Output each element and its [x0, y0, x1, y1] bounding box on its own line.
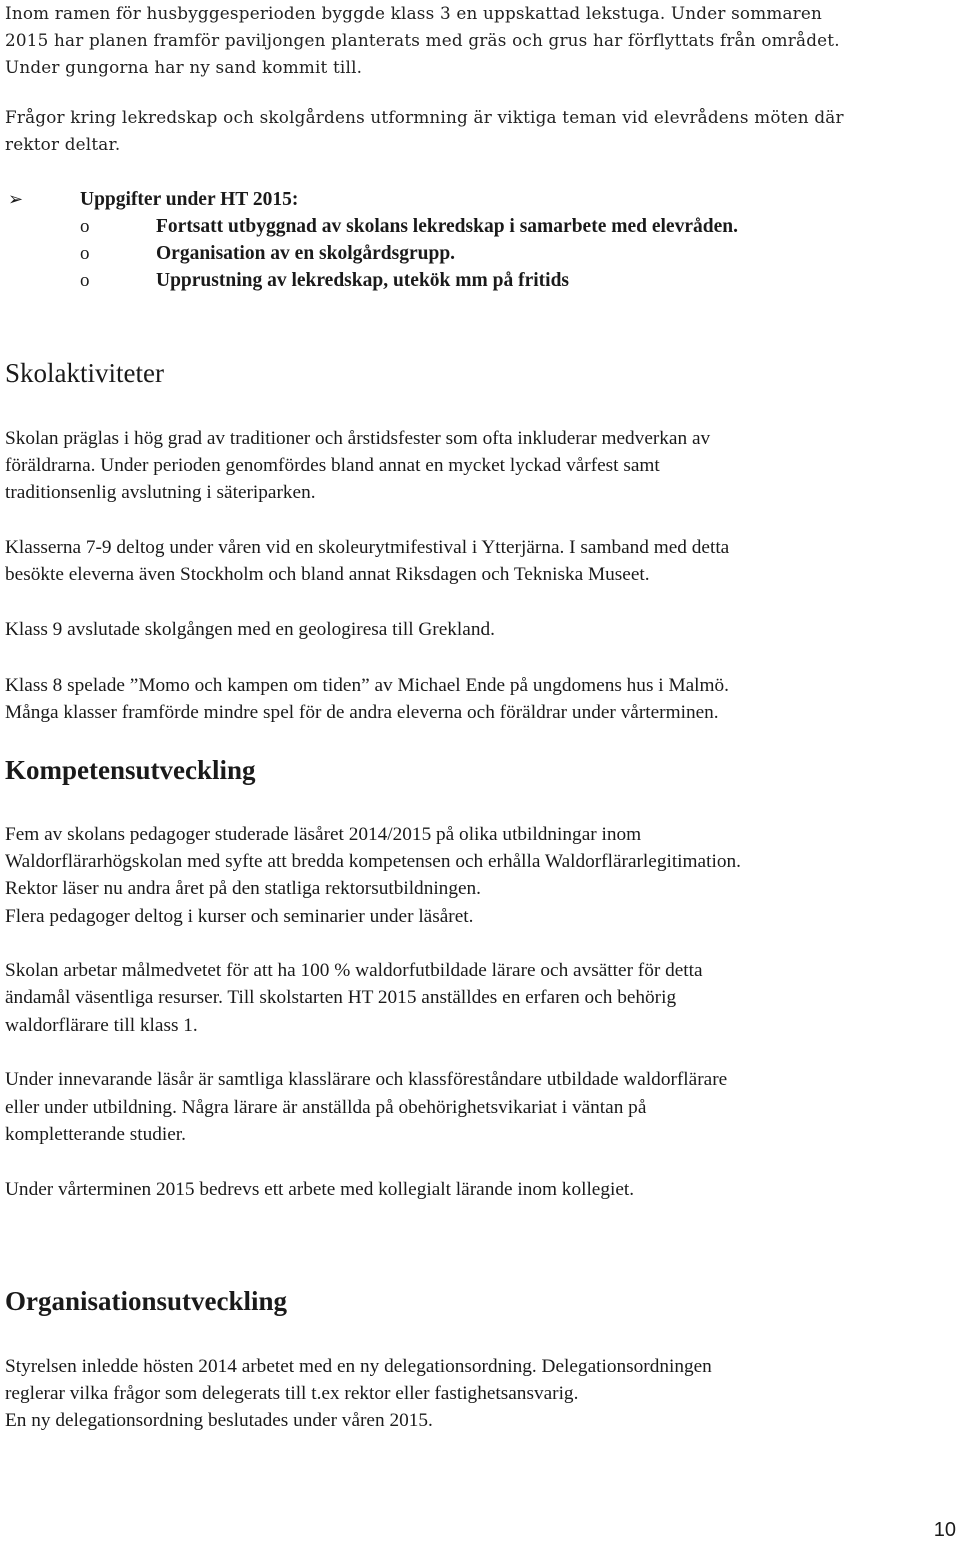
task-item: Upprustning av lekredskap, utekök mm på fritids	[156, 270, 570, 291]
skolaktiviteter-line: föräldrarna. Under perioden genomfördes bland annat en mycket lyckad vårfest samt	[5, 455, 660, 476]
kompetens-line: Under innevarande läsår är samtliga klasslärare och klassföreståndare utbildade waldorflärare	[5, 1069, 728, 1090]
intro-line: rektor deltar.	[5, 134, 121, 154]
organisation-line: Styrelsen inledde hösten 2014 arbetet med en ny delegationsordning. Delegationsordningen	[5, 1356, 712, 1377]
kompetens-line: ändamål väsentliga resurser. Till skolstarten HT 2015 anställdes en erfaren och behörig	[5, 987, 677, 1008]
skolaktiviteter-line: Klass 8 spelade ”Momo och kampen om tiden” av Michael Ende på ungdomens hus i Malmö.	[5, 675, 729, 696]
intro-line: 2015 har planen framför paviljongen planterats med gräs och grus har förflyttats från området.	[5, 30, 840, 50]
organisation-line: En ny delegationsordning beslutades under våren 2015.	[5, 1410, 433, 1431]
task-item: Organisation av en skolgårdsgrupp.	[156, 243, 456, 264]
skolaktiviteter-line: Klass 9 avslutade skolgången med en geologiresa till Grekland.	[5, 619, 495, 640]
intro-line: Inom ramen för husbyggesperioden byggde klass 3 en uppskattad lekstuga. Under sommaren	[5, 3, 823, 23]
skolaktiviteter-line: besökte eleverna även Stockholm och bland annat Riksdagen och Tekniska Museet.	[5, 564, 650, 585]
organisation-line: reglerar vilka frågor som delegerats till t.ex rektor eller fastighetsansvarig.	[5, 1383, 579, 1404]
section-heading-kompetensutveckling: Kompetensutveckling	[5, 755, 256, 785]
kompetens-line: Under vårterminen 2015 bedrevs ett arbete med kollegialt lärande inom kollegiet.	[5, 1179, 635, 1200]
kompetens-line: eller under utbildning. Några lärare är anställda på obehörighetsvikariat i väntan på	[5, 1097, 647, 1118]
intro-line: Frågor kring lekredskap och skolgårdens utformning är viktiga teman vid elevrådens möten där	[5, 107, 844, 127]
skolaktiviteter-line: Skolan präglas i hög grad av traditioner och årstidsfester som ofta inkluderar medverkan av	[5, 428, 711, 449]
circle-bullet-icon: o	[80, 216, 90, 237]
skolaktiviteter-line: Klasserna 7-9 deltog under våren vid en skoleurytmifestival i Ytterjärna. I samband med detta	[5, 537, 730, 558]
kompetens-line: Skolan arbetar målmedvetet för att ha 100 % waldorfutbildade lärare och avsätter för detta	[5, 960, 703, 981]
circle-bullet-icon: o	[80, 243, 90, 264]
intro-line: Under gungorna har ny sand kommit till.	[5, 57, 363, 77]
circle-bullet-icon: o	[80, 270, 90, 291]
section-heading-organisationsutveckling: Organisationsutveckling	[5, 1286, 288, 1316]
skolaktiviteter-line: Många klasser framförde mindre spel för de andra eleverna och föräldrar under vårterminen.	[5, 702, 719, 723]
arrow-bullet-icon: ➢	[8, 189, 24, 209]
page-number: 10	[933, 1519, 956, 1541]
tasks-title: Uppgifter under HT 2015:	[80, 189, 299, 210]
kompetens-line: Fem av skolans pedagoger studerade läsåret 2014/2015 på olika utbildningar inom	[5, 824, 642, 845]
kompetens-line: kompletterande studier.	[5, 1124, 186, 1145]
kompetens-line: Rektor läser nu andra året på den statliga rektorsutbildningen.	[5, 878, 481, 899]
kompetens-line: Flera pedagoger deltog i kurser och seminarier under läsåret.	[5, 906, 474, 927]
kompetens-line: Waldorflärarhögskolan med syfte att bredda kompetensen och erhålla Waldorflärarlegitimation.	[5, 851, 741, 872]
kompetens-line: waldorflärare till klass 1.	[5, 1015, 198, 1036]
skolaktiviteter-line: traditionsenlig avslutning i säteriparken.	[5, 482, 316, 503]
task-item: Fortsatt utbyggnad av skolans lekredskap i samarbete med elevråden.	[156, 216, 738, 237]
section-heading-skolaktiviteter: Skolaktiviteter	[5, 358, 164, 388]
